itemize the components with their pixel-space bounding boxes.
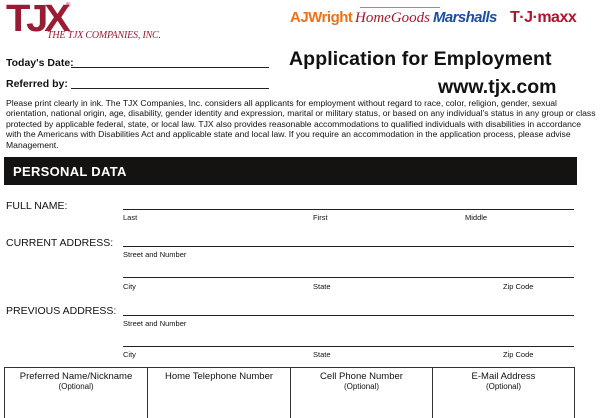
- current-state-label: State: [313, 282, 331, 291]
- optional-note: (Optional): [485, 382, 522, 391]
- todays-date-field[interactable]: [71, 67, 269, 68]
- previous-city-state-zip-field[interactable]: [123, 346, 574, 347]
- middle-name-label: Middle: [465, 213, 488, 222]
- full-name-field[interactable]: [123, 209, 574, 210]
- cell-phone-header: Cell Phone Number: [320, 371, 403, 382]
- referred-by-field[interactable]: [71, 88, 269, 89]
- todays-date-label: Today's Date:: [6, 57, 74, 69]
- cell-phone-cell[interactable]: [291, 368, 433, 418]
- website-url: www.tjx.com: [438, 76, 557, 98]
- section-title: PERSONAL DATA: [13, 164, 127, 179]
- previous-address-label: PREVIOUS ADDRESS:: [6, 305, 117, 317]
- tjx-logo: TJX: [6, 0, 67, 40]
- optional-note: (Optional): [343, 382, 380, 391]
- referred-by-label: Referred by:: [6, 78, 68, 90]
- brand-logo-homegoods: HomeGoods: [355, 10, 430, 26]
- current-address-label: CURRENT ADDRESS:: [6, 237, 114, 249]
- current-street-field[interactable]: [123, 246, 574, 247]
- previous-street-field[interactable]: [123, 315, 574, 316]
- home-phone-cell[interactable]: [148, 368, 291, 418]
- last-name-label: Last: [123, 213, 138, 222]
- current-city-label: City: [123, 282, 136, 291]
- full-name-label: FULL NAME:: [6, 200, 68, 212]
- previous-zip-label: Zip Code: [503, 350, 534, 359]
- contact-table: [4, 367, 575, 418]
- current-street-label: Street and Number: [123, 250, 187, 259]
- first-name-label: First: [313, 213, 328, 222]
- previous-city-label: City: [123, 350, 136, 359]
- preferred-name-cell[interactable]: [5, 368, 148, 418]
- email-cell[interactable]: [433, 368, 574, 418]
- optional-note: (Optional): [58, 382, 94, 391]
- brand-logo-ajwright: AJWright: [290, 9, 353, 26]
- preferred-name-header: Preferred Name/Nickname: [19, 371, 133, 382]
- email-header: E-Mail Address: [471, 371, 536, 382]
- current-city-state-zip-field[interactable]: [123, 277, 574, 278]
- previous-street-label: Street and Number: [123, 319, 187, 328]
- company-name: THE TJX COMPANIES, INC.: [47, 30, 161, 41]
- brand-logo-marshalls: Marshalls: [433, 9, 497, 26]
- eeo-statement: Please print clearly in ink. The TJX Companies, Inc. considers all applicants for employment without regard to race, color, religion, gender, sexual orientation, national origin, age, disability, gender identity and expression, marital or military status, or based on any individual's status in any group or class protected by applicable federal, state, or local law. TJX also provides reasonable accommodations to qualified individuals with disabilities in accordance with the Americans with Disabilities Act and applicable state and local law. If you require an accommodation in the application process, please advise Management.: [6, 98, 596, 150]
- registered-mark: ®: [66, 3, 71, 9]
- current-zip-label: Zip Code: [503, 282, 534, 291]
- brand-logo-tjmaxx: T·J·maxx: [510, 9, 577, 26]
- page-title: Application for Employment: [289, 48, 552, 70]
- previous-state-label: State: [313, 350, 331, 359]
- home-phone-header: Home Telephone Number: [164, 371, 274, 382]
